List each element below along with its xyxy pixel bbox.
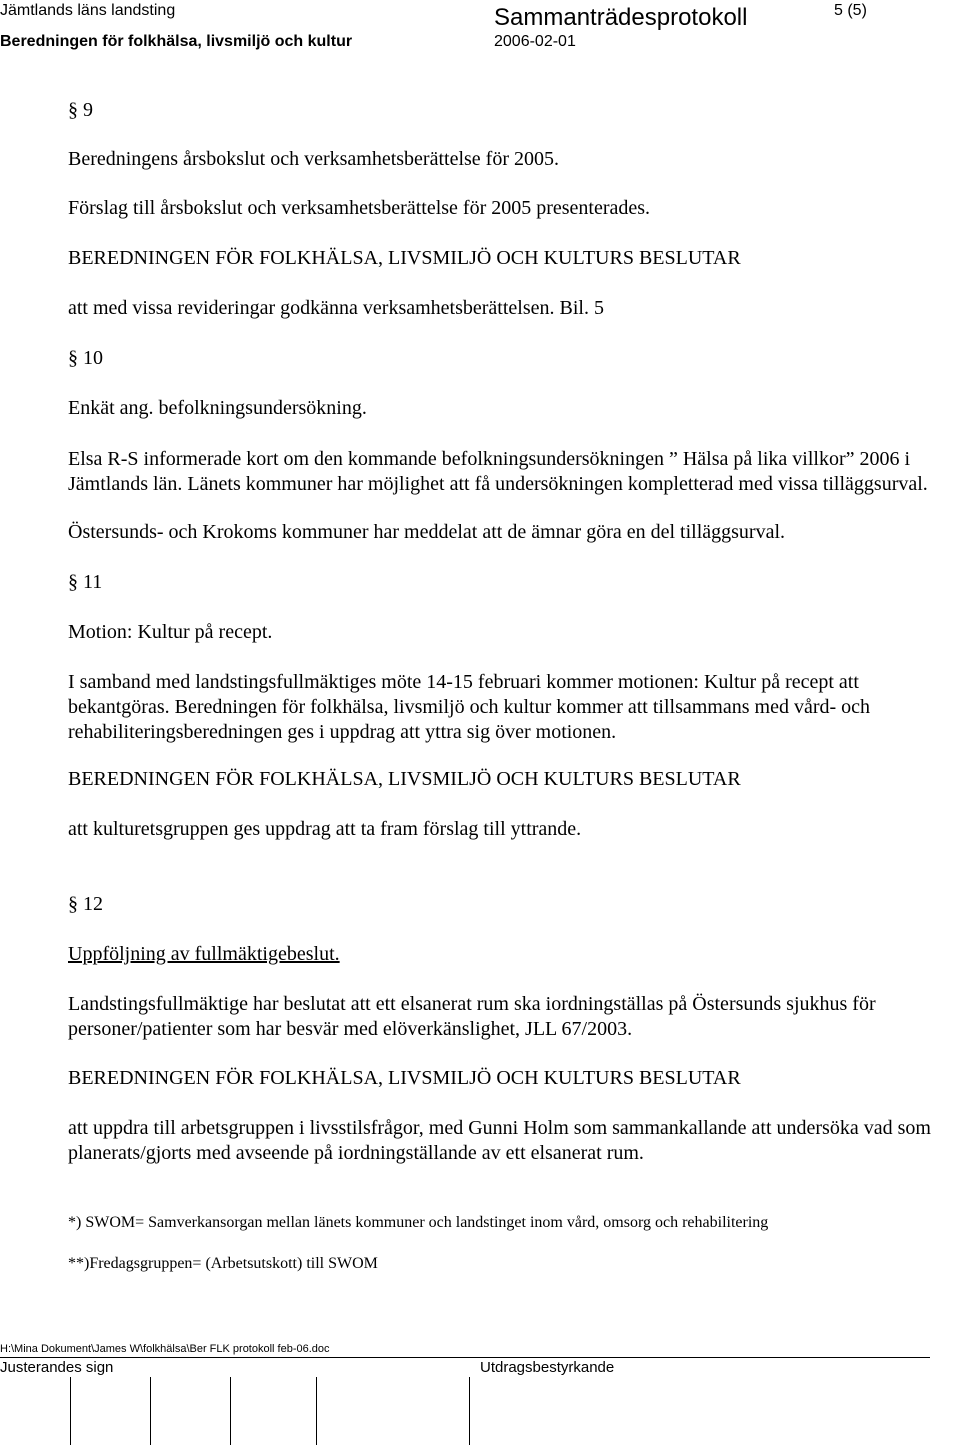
signature-box-divider: [316, 1377, 317, 1445]
committee-name: Beredningen för folkhälsa, livsmiljö och kultur: [0, 33, 353, 50]
decision-heading: BEREDNINGEN FÖR FOLKHÄLSA, LIVSMILJÖ OCH KULTURS BESLUTAR: [68, 247, 741, 269]
section-title: Motion: Kultur på recept.: [68, 621, 273, 643]
document-type: Sammanträdesprotokoll: [494, 4, 748, 31]
decision-heading: BEREDNINGEN FÖR FOLKHÄLSA, LIVSMILJÖ OCH KULTURS BESLUTAR: [68, 1067, 741, 1089]
section-number: § 12: [68, 893, 103, 915]
footer-rule: [0, 1357, 930, 1358]
section-body: Förslag till årsbokslut och verksamhetsberättelse för 2005 presenterades.: [68, 197, 651, 219]
file-path: H:\Mina Dokument\James W\folkhälsa\Ber FLK protokoll feb-06.doc: [0, 1343, 330, 1355]
decision-text: att kulturetsgruppen ges uppdrag att ta fram förslag till yttrande.: [68, 818, 582, 840]
section-body: I samband med landstingsfullmäktiges möte 14-15 februari kommer motionen: Kultur på recept att bekantgöras. Beredningen för folkhälsa, livsmiljö och kultur kommer att tillsammans med vård- och rehabiliteringsberedningen ges i uppdrag att yttra sig över motionen.: [68, 671, 871, 743]
section-title: Beredningens årsbokslut och verksamhetsberättelse för 2005.: [68, 148, 559, 170]
page-number: 5 (5): [834, 2, 867, 19]
section-body: Landstingsfullmäktige har beslutat att ett elsanerat rum ska iordningställas på Östersunds sjukhus för personer/patienter som har besvär med elöverkänslighet, JLL 67/2003.: [68, 993, 876, 1040]
signature-area: [0, 1377, 930, 1445]
decision-text: att uppdra till arbetsgruppen i livsstilsfrågor, med Gunni Holm som sammankallande att undersöka vad som planerats/gjorts med avseende på iordningställande av ett elsanerat rum.: [68, 1117, 931, 1164]
section-number: § 10: [68, 347, 103, 369]
section-number: § 9: [68, 99, 93, 121]
section-title: Uppföljning av fullmäktigebeslut.: [68, 943, 340, 965]
decision-text: att med vissa revideringar godkänna verksamhetsberättelsen. Bil. 5: [68, 297, 604, 319]
signature-box-divider: [230, 1377, 231, 1445]
signature-box-divider: [150, 1377, 151, 1445]
section-body-continued: Östersunds- och Krokoms kommuner har meddelat att de ämnar göra en del tilläggsurval.: [68, 521, 786, 543]
meeting-date: 2006-02-01: [494, 33, 576, 50]
footnote: **)Fredagsgruppen= (Arbetsutskott) till SWOM: [68, 1255, 378, 1272]
certification-label: Utdragsbestyrkande: [480, 1359, 615, 1376]
section-body: Elsa R-S informerade kort om den kommande befolkningsundersökningen ” Hälsa på lika villkor” 2006 i Jämtlands län. Länets kommuner har möjlighet att få undersökningen kompletterad med vissa tilläggsurval.: [68, 448, 928, 495]
signature-box-divider: [469, 1377, 470, 1445]
footnote: *) SWOM= Samverkansorgan mellan länets kommuner och landstinget inom vård, omsorg och rehabilitering: [68, 1214, 769, 1231]
signature-label: Justerandes sign: [0, 1359, 114, 1376]
signature-box-divider: [70, 1377, 71, 1445]
section-title: Enkät ang. befolkningsundersökning.: [68, 397, 367, 419]
organization-name: Jämtlands läns landsting: [0, 2, 176, 19]
section-number: § 11: [68, 571, 103, 593]
decision-heading: BEREDNINGEN FÖR FOLKHÄLSA, LIVSMILJÖ OCH KULTURS BESLUTAR: [68, 768, 741, 790]
